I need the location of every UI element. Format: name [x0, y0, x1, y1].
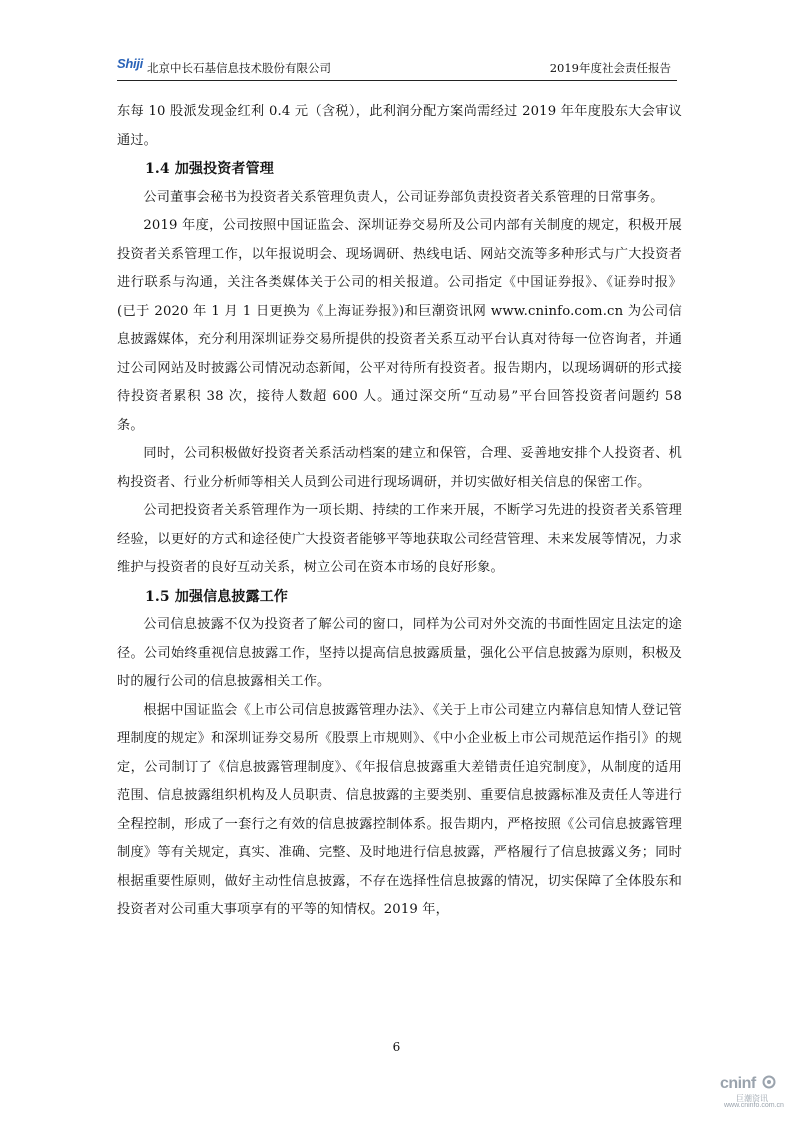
paragraph-disclosure-window: 公司信息披露不仅为投资者了解公司的窗口，同样为公司对外交流的书面性固定且法定的途径。公司始终重视信息披露工作，坚持以提高信息披露质量，强化公平信息披露为原则，积极及时的履行公司的信息披露相关工作。 [117, 617, 682, 689]
company-name: 北京中长石基信息技术股份有限公司 [147, 61, 331, 75]
paragraph-ir-responsibility: 公司董事会秘书为投资者关系管理负责人，公司证券部负责投资者关系管理的日常事务。 [143, 189, 664, 205]
cninfo-logo-icon [762, 1075, 776, 1089]
page-header [117, 54, 677, 81]
paragraph-ir-archives: 同时，公司积极做好投资者关系活动档案的建立和保管，合理、妥善地安排个人投资者、机构投资者、行业分析师等相关人员到公司进行现场调研，并切实做好相关信息的保密工作。 [117, 446, 682, 490]
section-heading-1-5: 1.5 加强信息披露工作 [145, 588, 289, 605]
watermark-subtitle: 巨潮资讯 [736, 1094, 768, 1103]
shiji-logo: Shiji [117, 56, 143, 71]
page-number: 6 [392, 1040, 401, 1054]
section-heading-1-4: 1.4 加强投资者管理 [145, 161, 274, 177]
paragraph-disclosure-rules: 根据中国证监会《上市公司信息披露管理办法》、《关于上市公司建立内幕信息知情人登记管理制度的规定》和深圳证券交易所《股票上市规则》、《中小企业板上市公司规范运作指引》的规定，公司制订了《信息披露管理制度》、《年报信息披露重大差错责任追究制度》，从制度的适用范围、信息披露组织机构及人员职责、信息披露的主要类别、重要信息披露标准及责任人等进行全程控制，形成了一套行之有效的信息披露控制体系。报告期内，严格按照《公司信息披露管理制度》等有关规定，真实、准确、完整、及时地进行信息披露，严格履行了信息披露义务；同时根据重要性原则，做好主动性信息披露，不存在选择性信息披露的情况，切实保障了全体股东和投资者对公司重大事项享有的平等的知情权。2019 年， [117, 702, 682, 917]
watermark-brand: cninf [720, 1075, 756, 1092]
paragraph-ir-activities: 2019 年度，公司按照中国证监会、深圳证券交易所及公司内部有关制度的规定，积极开展投资者关系管理工作，以年报说明会、现场调研、热线电话、网站交流等多种形式与广大投资者进行联系与沟通，关注各类媒体关于公司的相关报道。公司指定《中国证券报》、《证券时报》(已于 2020 年 1 月 1 日更换为《上海证券报》)和巨潮资讯网 www.cninfo.com.cn 为公司信息披露媒体，充分利用深圳证券交易所提供的投资者关系互动平台认真对待每一位咨询者，并通过公司网站及时披露公司情况动态新闻，公平对待所有投资者。报告期内，以现场调研的形式接待投资者累积 38 次，接待人数超 600 人。通过深交所“互动易”平台回答投资者问题约 58 条。 [117, 218, 682, 433]
report-title: 2019年度社会责任报告 [549, 61, 671, 75]
watermark-url: www.cninfo.com.cn [724, 1102, 784, 1109]
document-body [117, 98, 682, 925]
paragraph-ir-long-term: 公司把投资者关系管理作为一项长期、持续的工作来开展，不断学习先进的投资者关系管理经验，以更好的方式和途径使广大投资者能够平等地获取公司经营管理、未来发展等情况，力求维护与投资者的良好互动关系，树立公司在资本市场的良好形象。 [117, 503, 682, 575]
cninfo-watermark [720, 1075, 784, 1111]
paragraph-dividend-continued: 东每 10 股派发现金红利 0.4 元（含税），此利润分配方案尚需经过 2019 年年度股东大会审议通过。 [117, 104, 682, 148]
